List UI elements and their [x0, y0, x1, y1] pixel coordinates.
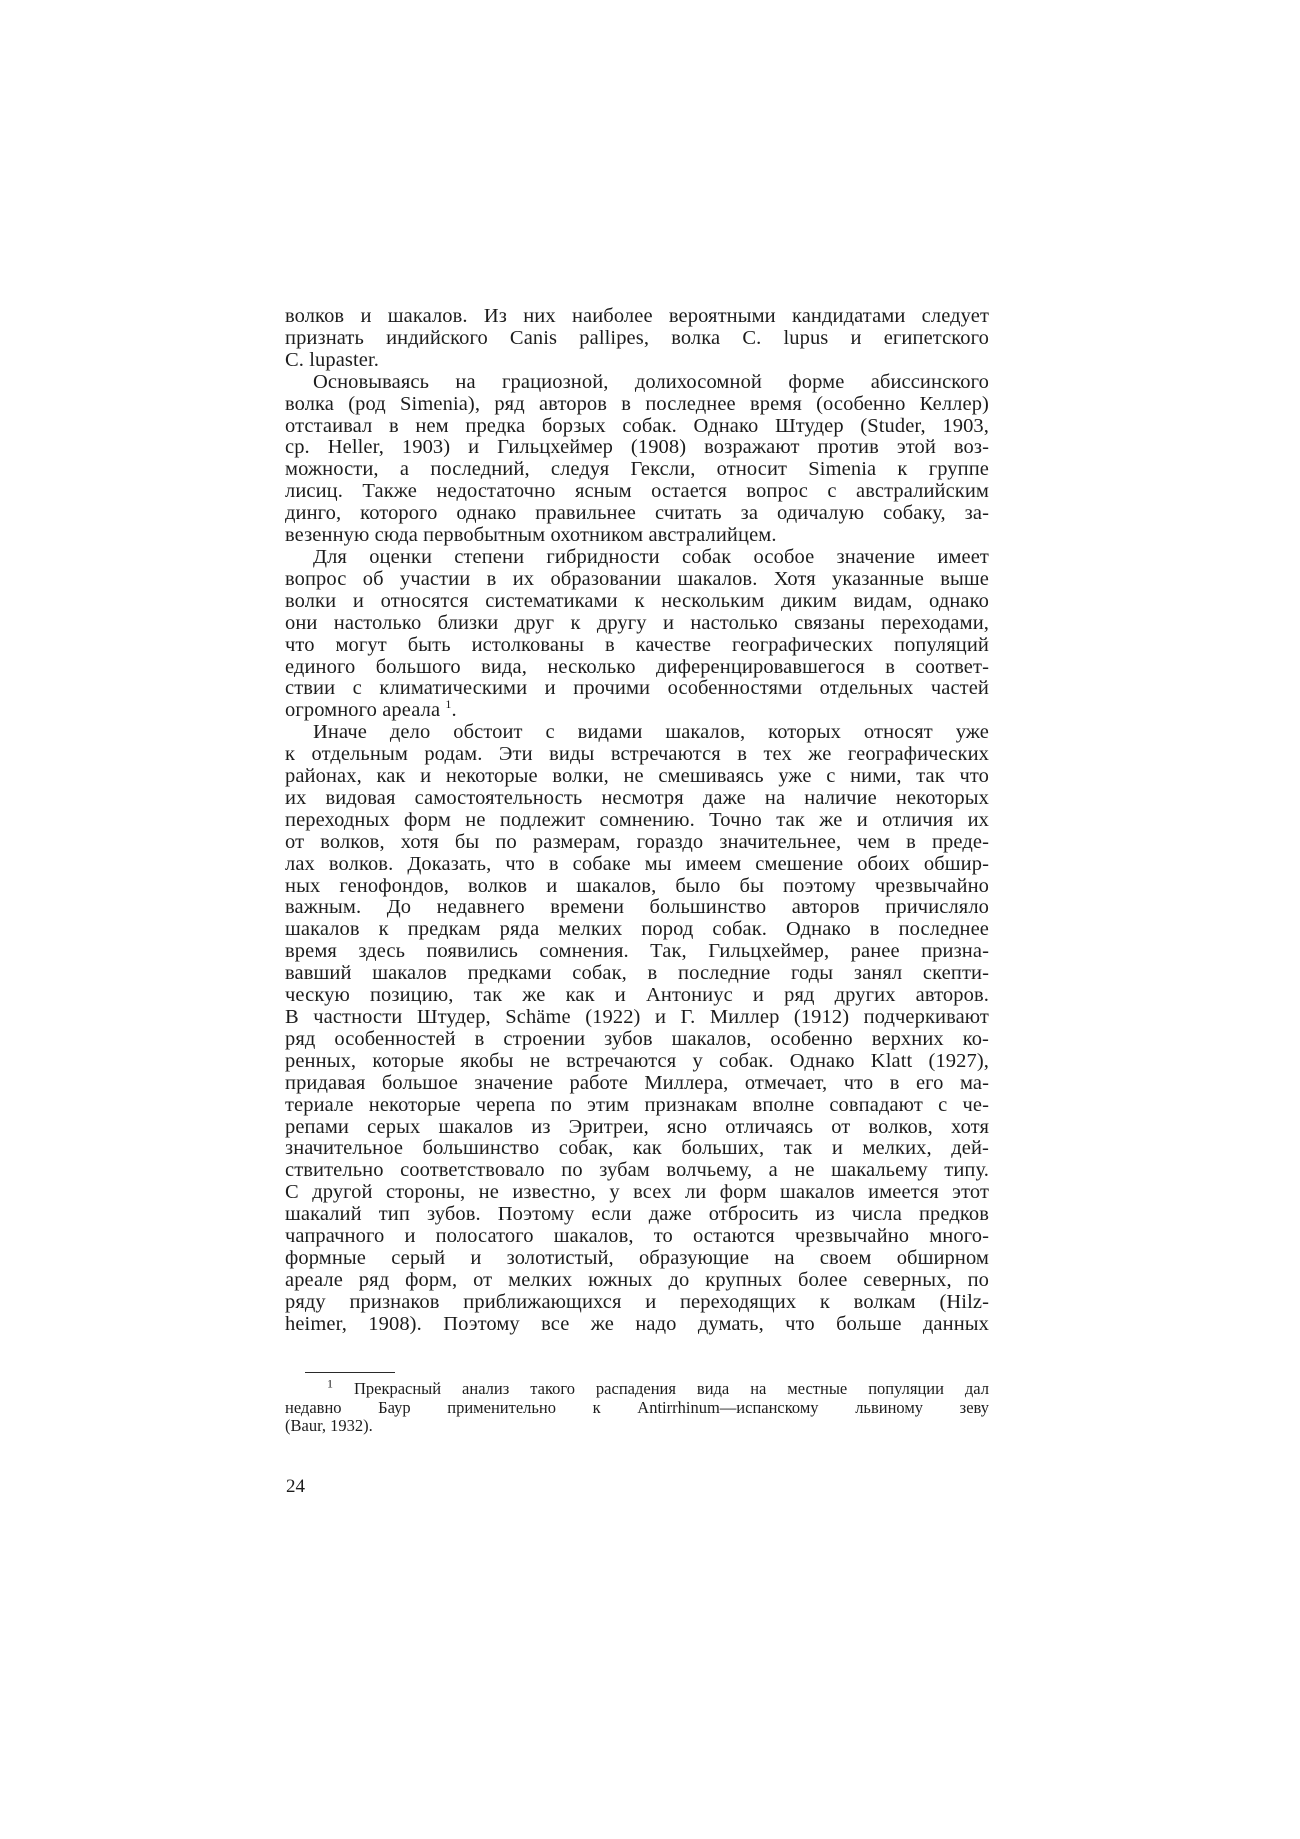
text-line — [285, 919, 989, 941]
text-line — [285, 854, 989, 876]
page-number: 24 — [286, 1476, 305, 1497]
text-line-content: их видовая самостоятельность несмотря даже на наличие некоторых — [285, 786, 989, 809]
text-line-content: териале некоторые черепа по этим признакам вполне совпадают с че- — [285, 1093, 989, 1116]
text-line — [285, 722, 989, 744]
text-line-content: C. lupaster. — [285, 348, 380, 371]
text-line-content: время здесь появились сомнения. Так, Гильцхеймер, ранее призна- — [285, 940, 989, 963]
text-line — [285, 1095, 989, 1117]
text-line — [285, 1051, 989, 1073]
text-line-content: С другой стороны, не известно, у всех ли форм шакалов имеется этот — [285, 1181, 989, 1204]
text-line — [285, 985, 989, 1007]
text-line — [285, 525, 989, 547]
text-line — [285, 1292, 989, 1314]
text-line — [285, 459, 989, 481]
text-line — [285, 697, 989, 722]
text-line-content: волки и относятся систематиками к нескольким диким видам, однако — [285, 589, 989, 612]
text-line-content: лах волков. Доказать, что в собаке мы имеем смешение обоих обшир- — [285, 852, 989, 875]
text-line — [285, 744, 989, 766]
text-line — [285, 547, 989, 569]
text-line-content: ареале ряд форм, от мелких южных до крупных более северных, по — [285, 1268, 989, 1291]
text-line-content: В частности Штудер, Schäme (1922) и Г. Миллер (1912) подчеркивают — [285, 1006, 989, 1028]
text-line — [285, 1248, 989, 1270]
text-line — [285, 810, 989, 832]
text-line — [285, 306, 989, 328]
text-line-content: Иначе дело обстоит с видами шакалов, которых относят уже — [313, 721, 989, 744]
text-line — [285, 832, 989, 854]
text-line-content: вопрос об участии в их образовании шакалов. Хотя указанные выше — [285, 567, 989, 590]
text-line — [285, 613, 989, 635]
text-line-content: heimer, 1908). Поэтому все же надо думать, что больше данных — [285, 1312, 989, 1335]
text-line-content: шакалий тип зубов. Поэтому если даже отбросить из числа предков — [285, 1203, 989, 1226]
text-line — [285, 963, 989, 985]
text-line-content: отстаивал в нем предка борзых собак. Однако Штудер (Studer, 1903, — [285, 414, 989, 437]
footnote-divider — [305, 1372, 395, 1373]
footnote-marker: 1 — [327, 1376, 333, 1391]
text-line-content: придавая большое значение работе Миллера, отмечает, что в его ма- — [285, 1071, 989, 1094]
text-line-content: ных генофондов, волков и шакалов, было бы поэтому чрезвычайно — [285, 874, 989, 897]
text-line — [285, 372, 989, 394]
text-line-content: лисиц. Также недостаточно ясным остается вопрос с австралийским — [285, 480, 989, 503]
text-line-content: ствительно соответствовало по зубам волчьему, а не шакальему типу. — [285, 1159, 989, 1182]
text-line — [285, 503, 989, 525]
text-line — [285, 591, 989, 613]
text-line — [285, 481, 989, 503]
text-line — [285, 876, 989, 898]
text-line — [285, 569, 989, 591]
footnote-line: (Baur, 1932). — [285, 1416, 373, 1435]
text-line — [285, 416, 989, 438]
footnote — [285, 1376, 989, 1436]
text-line — [285, 635, 989, 657]
text-line-content: динго, которого однако правильнее считать за одичалую собаку, за- — [285, 502, 989, 525]
text-line — [285, 1073, 989, 1095]
text-line-content: что могут быть истолкованы в качестве географических популяций — [285, 633, 989, 656]
text-line-content: значительное большинство собак, как больших, так и мелких, дей- — [285, 1137, 989, 1160]
text-line-content: везенную сюда первобытным охотником австралийцем. — [285, 524, 777, 547]
text-line-content: ренных, которые якобы не встречаются у собак. Однако Klatt (1927), — [285, 1049, 989, 1072]
text-line-content: они настолько близки друг к другу и настолько связаны переходами, — [285, 611, 989, 634]
text-line — [285, 350, 989, 372]
text-line — [285, 1029, 989, 1051]
text-line-content: ср. Heller, 1903) и Гильцхеймер (1908) возражают против этой воз- — [285, 436, 989, 459]
text-line — [285, 941, 989, 963]
text-line-content: к отдельным родам. Эти виды встречаются в тех же географических — [285, 743, 989, 766]
text-line-content: Для оценки степени гибридности собак особое значение имеет — [313, 545, 989, 568]
text-line — [285, 437, 989, 459]
footnote-text: Прекрасный анализ такого распадения вида на местные популяции дал — [353, 1379, 989, 1398]
text-line-content: ряду признаков приближающихся и переходящих к волкам (Hilz- — [285, 1290, 989, 1313]
text-line-content: репами серых шакалов из Эритреи, ясно отличаясь от волков, хотя — [285, 1115, 989, 1138]
text-line-content: признать индийского Canis pallipes, волка C. lupus и египетского — [285, 326, 989, 349]
text-line-punctuation: . — [451, 699, 457, 722]
text-line — [285, 328, 989, 350]
text-line — [285, 657, 989, 679]
text-line-content: единого большого вида, несколько диференцировавшегося в соответ- — [285, 655, 989, 678]
text-line — [285, 788, 989, 810]
text-line — [285, 1138, 989, 1160]
text-line — [285, 1007, 989, 1029]
text-line-content: переходных форм не подлежит сомнению. Точно так же и отличия их — [285, 808, 989, 831]
text-line-content: районах, как и некоторые волки, не смешиваясь уже с ними, так что — [285, 765, 989, 788]
footnote-line: недавно Баур применительно к Antirrhinum—испанскому львиному зеву — [285, 1397, 989, 1417]
text-line — [285, 1117, 989, 1139]
text-line — [285, 678, 989, 700]
text-line-content: формные серый и золотистый, образующие на своем обширном — [285, 1246, 989, 1269]
text-line-content: ческую позицию, так же как и Антониус и ряд других авторов. — [285, 984, 989, 1007]
text-line-content: Основываясь на грациозной, долихосомной форме абиссинского — [313, 370, 989, 393]
text-line — [285, 1160, 989, 1182]
footnote-reference: 1 — [445, 697, 452, 712]
text-line — [285, 1204, 989, 1226]
text-line-content: волков и шакалов. Из них наиболее вероятными кандидатами следует — [285, 305, 989, 327]
text-line-content: шакалов к предкам ряда мелких пород собак. Однако в последнее — [285, 918, 989, 941]
text-line-content: важным. До недавнего времени большинство авторов причисляло — [285, 896, 989, 919]
text-line — [285, 1314, 989, 1336]
text-line — [285, 1226, 989, 1248]
text-line-content: огромного ареала — [285, 699, 441, 722]
text-line-content: ствии с климатическими и прочими особенностями отдельных частей — [285, 677, 989, 700]
text-line — [285, 394, 989, 416]
text-line-content: чапрачного и полосатого шакалов, то остаются чрезвычайно много- — [285, 1225, 989, 1248]
text-line-content: ряд особенностей в строении зубов шакалов, особенно верхних ко- — [285, 1027, 989, 1050]
text-line-content: можности, а последний, следуя Гексли, относит Simenia к группе — [285, 458, 989, 481]
footnote-line — [285, 1376, 989, 1399]
text-line-content: от волков, хотя бы по размерам, гораздо значительнее, чем в преде- — [285, 830, 989, 853]
text-line — [285, 766, 989, 788]
text-line-content: волка (род Simenia), ряд авторов в последнее время (особенно Келлер) — [285, 392, 989, 415]
main-text — [285, 306, 989, 1336]
text-line-content: вавший шакалов предками собак, в последние годы занял скепти- — [285, 962, 989, 985]
text-line — [285, 897, 989, 919]
text-line — [285, 1182, 989, 1204]
text-line — [285, 1270, 989, 1292]
